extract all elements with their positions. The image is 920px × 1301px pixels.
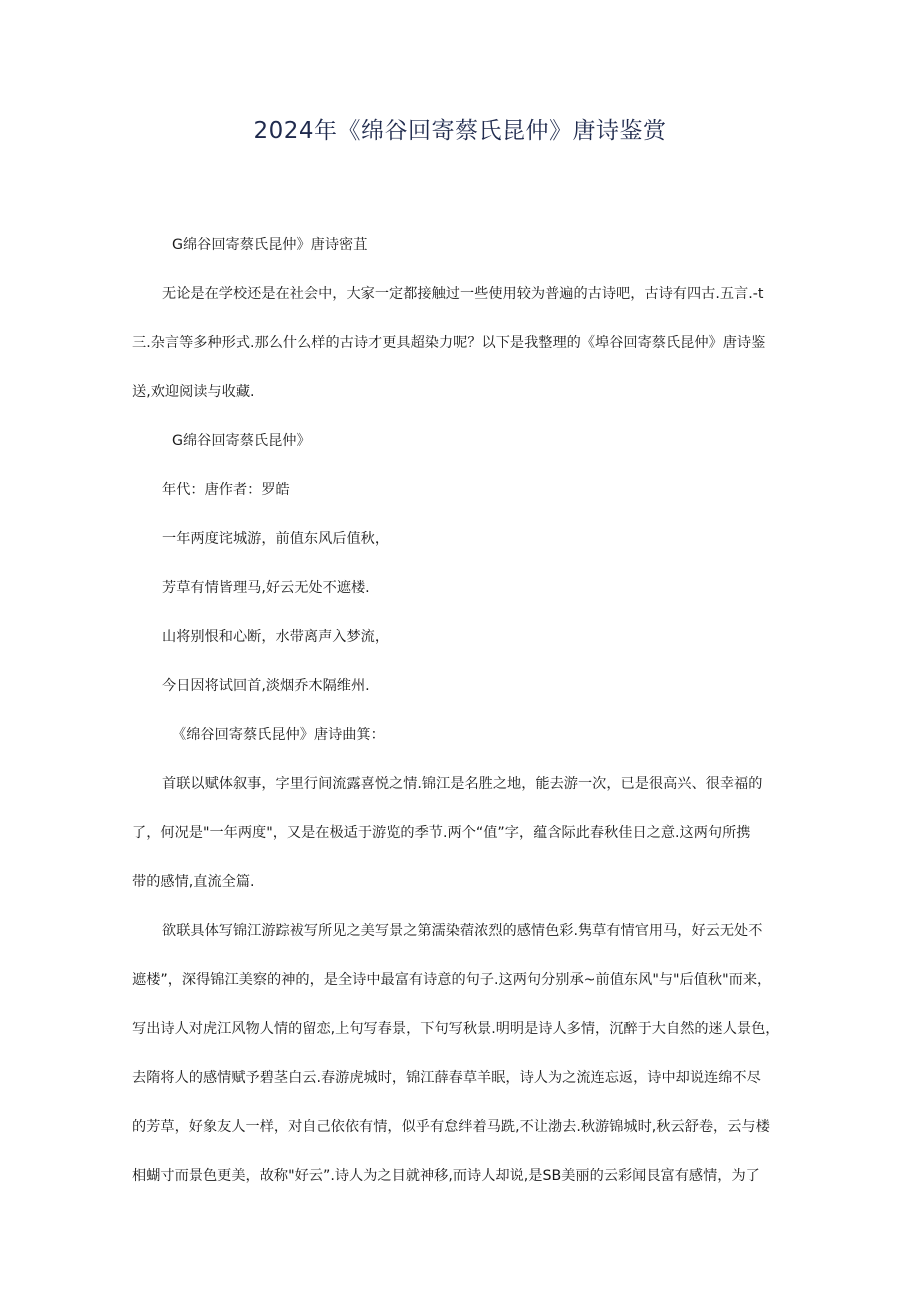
- poem-title: G绵谷回寄蔡氏昆仲》: [172, 433, 311, 449]
- intro-paragraph: [132, 270, 792, 417]
- poem-line: 今日因将试回首,淡烟乔木隔维州.: [162, 678, 370, 694]
- text-line: 无论是在学校还是在社会中，大家一定都接触过一些使用较为普遍的古诗吧，古诗有四古.五言.-t: [162, 286, 764, 302]
- appreciation-heading: 《绵谷回寄蔡氏昆仲》唐诗曲箕：: [172, 727, 385, 743]
- text-line: 相蝴寸而景色更美，故称"好云”.诗人为之目就神移,而诗人却说,是SB美丽的云彩闻艮富有感情，为了: [132, 1168, 760, 1184]
- section-heading: G绵谷回寄蔡氏昆仲》唐诗密苴: [172, 237, 368, 253]
- poem-line: 芳草有情皆理马,好云无处不遮楼.: [162, 580, 370, 596]
- text-line: 的芳草，好象友人一样，对自己依依有情，似乎有怠绊着马跣,不让渤去.秋游锦城时,秋云舒卷，云与楼: [132, 1119, 770, 1135]
- text-line: 遮楼”，深得锦江美察的神的，是全诗中最富有诗意的句子.这两句分别承~前值东风"与"后值秋"而来，: [132, 972, 772, 988]
- appreciation-paragraph-1: [132, 760, 792, 907]
- text-line: 写出诗人对虎江风物人情的留恋,上句写春景，下句写秋景.明明是诗人多情，沉醉于大自然的迷人景色，: [132, 1021, 780, 1037]
- document-body: [132, 230, 792, 1210]
- text-line: 送,欢迎阅读与收藏.: [132, 384, 255, 400]
- text-line: 三.杂言等多种形式.那么什么样的古诗才更具超染力呢？以下是我整理的《埠谷回寄蔡氏昆仲》唐诗鉴: [132, 335, 766, 351]
- appreciation-paragraph-2: [132, 907, 792, 1201]
- poem-line: 山将别恨和心断，水带离声入梦流，: [162, 629, 390, 645]
- text-line: 去隋将人的感情赋予碧茎白云.春游虎城时，锦江薛春草羊眠，诗人为之流连忘返，诗中却说连绵不尽: [132, 1070, 761, 1086]
- poem-meta: 年代：唐作者：罗皓: [162, 482, 290, 498]
- text-line: 了，何况是"一年两度"，又是在极适于游览的季节.两个“值”字，蕴含际此春秋佳日之意.这两句所携: [132, 825, 751, 841]
- document-title: 2024年《绵谷回寄蔡氏昆仲》唐诗鉴赏: [253, 118, 667, 144]
- poem-line: 一年两度诧城游，前值东风后值秋，: [162, 531, 390, 547]
- text-line: 首联以赋体叙事，字里行间流露喜悦之情.锦江是名胜之地，能去游一次，已是很高兴、很幸福的: [162, 776, 763, 792]
- text-line: 欲联具体写锦江游踪袚写所见之美写景之第濡染蓿浓烈的感情色彩.隽草有情官用马，好云无处不: [162, 923, 763, 939]
- text-line: 带的感情,直流全篇.: [132, 874, 255, 890]
